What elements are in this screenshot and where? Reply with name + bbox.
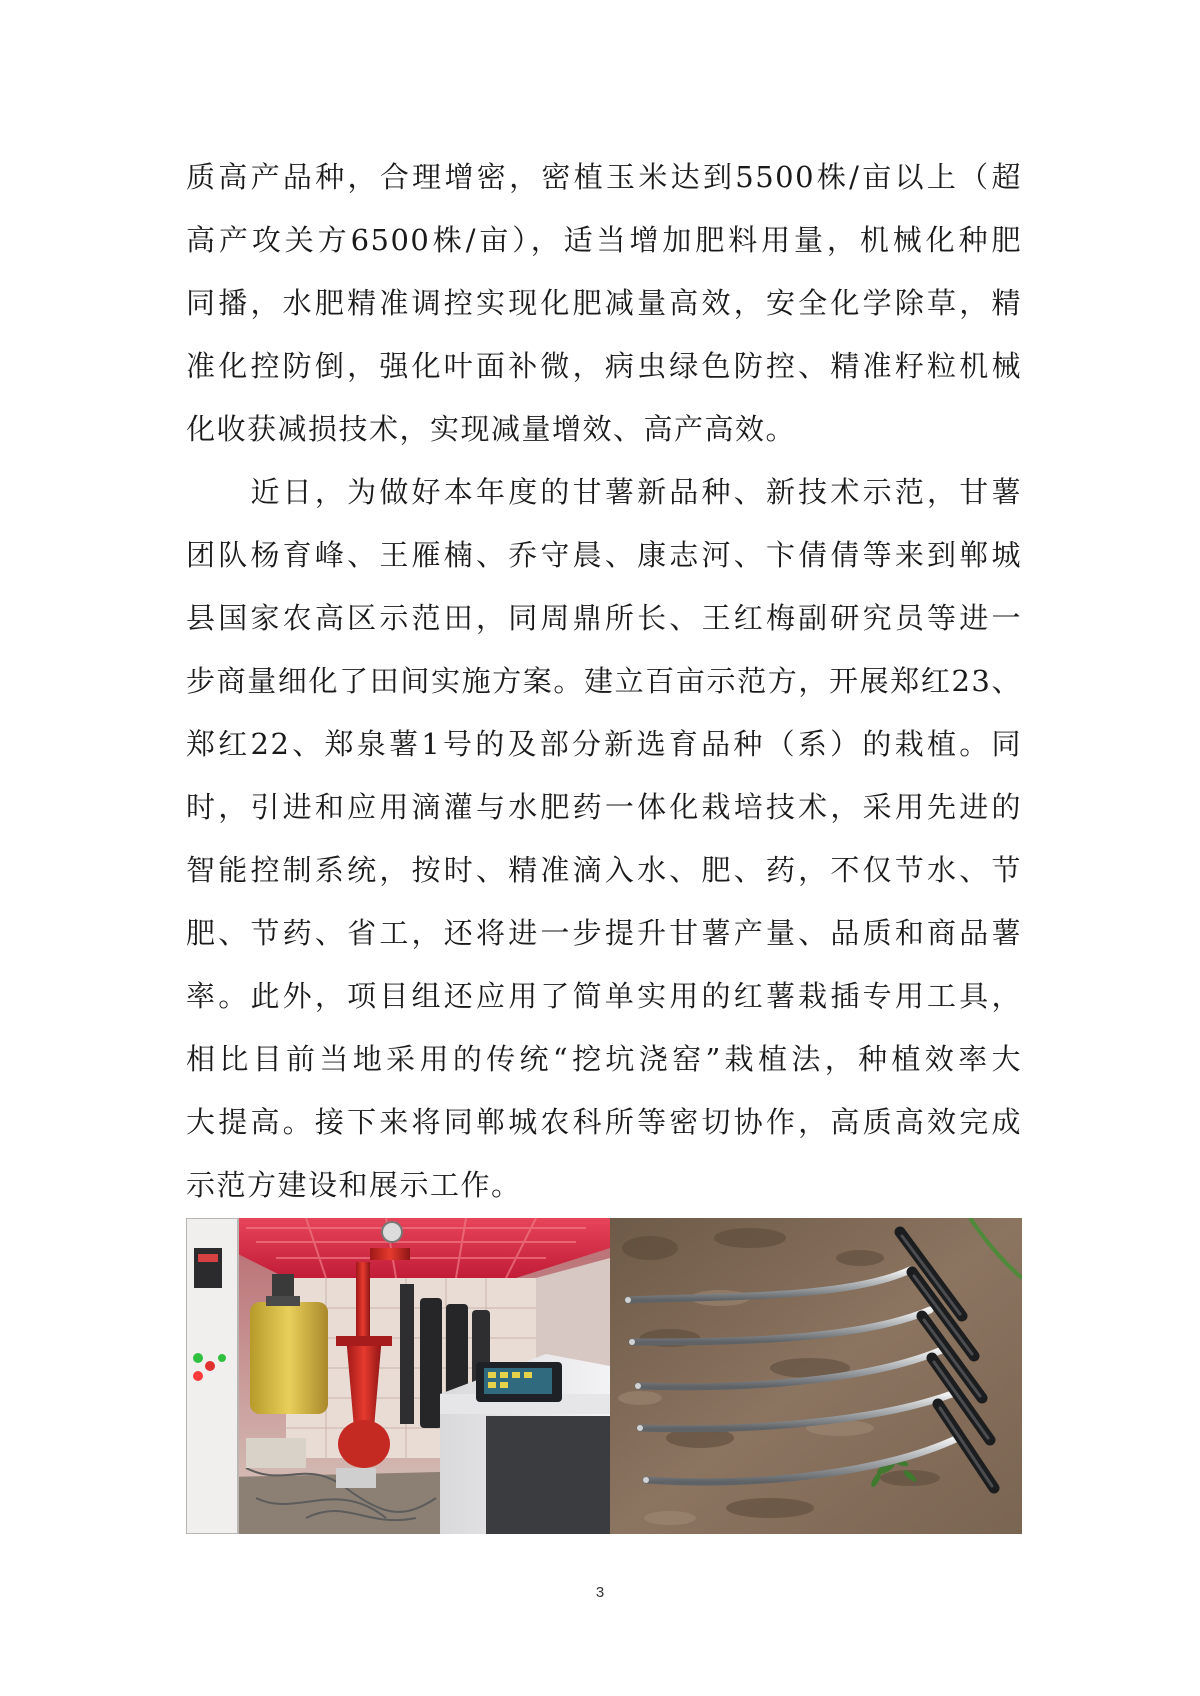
irrigation-control-room-photo <box>186 1218 610 1534</box>
text-line: 质高产品种，合理增密，密植玉米达到5500株/亩以上（超 <box>186 160 1022 194</box>
text-line: 县国家农高区示范田，同周鼎所长、王红梅副研究员等进一 <box>186 601 1022 635</box>
text-line: 同播，水肥精准调控实现化肥减量高效，安全化学除草，精 <box>186 286 1022 320</box>
photo-row <box>186 1218 1022 1534</box>
text-line: 郑红22、郑泉薯1号的及部分新选育品种（系）的栽植。同 <box>186 727 1022 761</box>
text-line: 示范方建设和展示工作。 <box>186 1168 522 1202</box>
text-line: 团队杨育峰、王雁楠、乔守晨、康志河、卞倩倩等来到郸城 <box>186 538 1022 572</box>
text-line: 相比目前当地采用的传统“挖坑浇窑”栽植法，种植效率大 <box>186 1042 1022 1076</box>
text-line: 率。此外，项目组还应用了简单实用的红薯栽插专用工具， <box>186 979 1022 1013</box>
text-line: 肥、节药、省工，还将进一步提升甘薯产量、品质和商品薯 <box>186 916 1022 950</box>
text-line: 智能控制系统，按时、精准滴入水、肥、药，不仅节水、节 <box>186 853 1022 887</box>
text-line: 时，引进和应用滴灌与水肥药一体化栽培技术，采用先进的 <box>186 790 1022 824</box>
text-line: 大提高。接下来将同郸城农科所等密切协作，高质高效完成 <box>186 1105 1022 1139</box>
paragraph-2 <box>186 461 1022 1217</box>
text-line: 高产攻关方6500株/亩），适当增加肥料用量，机械化种肥 <box>186 223 1022 257</box>
page-number: 3 <box>595 1584 605 1601</box>
text-line: 准化控防倒，强化叶面补微，病虫绿色防控、精准籽粒机械 <box>186 349 1022 383</box>
text-line: 化收获减损技术，实现减量增效、高产高效。 <box>186 412 797 446</box>
text-line: 步商量细化了田间实施方案。建立百亩示范方，开展郑红23、 <box>186 664 1022 698</box>
body-text <box>186 146 1022 1217</box>
text-line: 近日，为做好本年度的甘薯新品种、新技术示范，甘薯 <box>186 475 1022 509</box>
sweet-potato-planting-tools-photo <box>610 1218 1022 1534</box>
paragraph-1 <box>186 146 1022 461</box>
